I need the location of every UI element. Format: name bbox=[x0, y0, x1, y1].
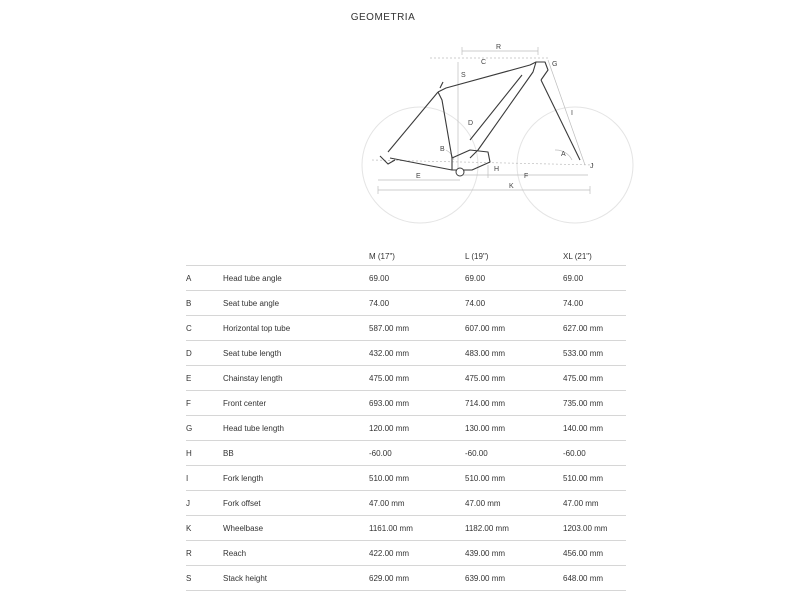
table-row bbox=[186, 466, 626, 491]
value-m: 74.00 bbox=[369, 291, 465, 316]
row-code: R bbox=[186, 541, 223, 566]
value-l: 439.00 mm bbox=[465, 541, 563, 566]
value-m: 587.00 mm bbox=[369, 316, 465, 341]
value-xl: 735.00 mm bbox=[563, 391, 626, 416]
row-name: Horizontal top tube bbox=[223, 316, 369, 341]
label-r: R bbox=[496, 44, 502, 51]
value-m: 510.00 mm bbox=[369, 466, 465, 491]
value-l: 639.00 mm bbox=[465, 566, 563, 591]
column-header bbox=[223, 247, 369, 266]
value-m: 120.00 mm bbox=[369, 416, 465, 441]
value-l: 483.00 mm bbox=[465, 341, 563, 366]
value-l: 607.00 mm bbox=[465, 316, 563, 341]
value-xl: 533.00 mm bbox=[563, 341, 626, 366]
table-row bbox=[186, 566, 626, 591]
row-name: Chainstay length bbox=[223, 366, 369, 391]
row-code: B bbox=[186, 291, 223, 316]
row-code: D bbox=[186, 341, 223, 366]
value-xl: 140.00 mm bbox=[563, 416, 626, 441]
value-l: 74.00 bbox=[465, 291, 563, 316]
label-g: G bbox=[552, 61, 558, 68]
bottom-bracket bbox=[456, 168, 464, 176]
table-row bbox=[186, 366, 626, 391]
table-header-row bbox=[186, 247, 626, 266]
value-l: -60.00 bbox=[465, 441, 563, 466]
row-name: Stack height bbox=[223, 566, 369, 591]
column-header-l: L (19") bbox=[465, 247, 563, 266]
row-name: Seat tube length bbox=[223, 341, 369, 366]
value-xl: 47.00 mm bbox=[563, 491, 626, 516]
dimension-lines bbox=[372, 47, 595, 194]
value-xl: 69.00 bbox=[563, 266, 626, 291]
value-m: 475.00 mm bbox=[369, 366, 465, 391]
table-row bbox=[186, 291, 626, 316]
row-name: Seat tube angle bbox=[223, 291, 369, 316]
row-name: Wheelbase bbox=[223, 516, 369, 541]
value-xl: 1203.00 mm bbox=[563, 516, 626, 541]
value-m: -60.00 bbox=[369, 441, 465, 466]
label-f: F bbox=[524, 173, 529, 180]
value-l: 1182.00 mm bbox=[465, 516, 563, 541]
value-m: 693.00 mm bbox=[369, 391, 465, 416]
value-l: 130.00 mm bbox=[465, 416, 563, 441]
value-l: 47.00 mm bbox=[465, 491, 563, 516]
row-name: Head tube length bbox=[223, 416, 369, 441]
row-code: I bbox=[186, 466, 223, 491]
value-xl: 74.00 bbox=[563, 291, 626, 316]
row-name: Reach bbox=[223, 541, 369, 566]
value-l: 69.00 bbox=[465, 266, 563, 291]
row-code: G bbox=[186, 416, 223, 441]
value-m: 47.00 mm bbox=[369, 491, 465, 516]
value-xl: 648.00 mm bbox=[563, 566, 626, 591]
value-xl: 456.00 mm bbox=[563, 541, 626, 566]
label-j: J bbox=[590, 163, 594, 170]
row-code: S bbox=[186, 566, 223, 591]
label-i: I bbox=[571, 110, 573, 117]
rear-wheel bbox=[362, 107, 478, 223]
label-h: H bbox=[494, 166, 500, 173]
label-c: C bbox=[481, 59, 487, 66]
table-row bbox=[186, 416, 626, 441]
row-name: Fork length bbox=[223, 466, 369, 491]
table-row bbox=[186, 541, 626, 566]
bike-geometry-diagram bbox=[355, 38, 635, 228]
table-row bbox=[186, 341, 626, 366]
value-l: 714.00 mm bbox=[465, 391, 563, 416]
value-l: 475.00 mm bbox=[465, 366, 563, 391]
row-code: A bbox=[186, 266, 223, 291]
value-m: 422.00 mm bbox=[369, 541, 465, 566]
label-s: S bbox=[461, 72, 466, 79]
row-code: K bbox=[186, 516, 223, 541]
value-xl: 475.00 mm bbox=[563, 366, 626, 391]
label-k: K bbox=[509, 183, 514, 190]
row-name: Fork offset bbox=[223, 491, 369, 516]
table-row bbox=[186, 391, 626, 416]
table-row bbox=[186, 516, 626, 541]
label-d: D bbox=[468, 120, 474, 127]
table-row bbox=[186, 441, 626, 466]
label-e: E bbox=[416, 173, 421, 180]
row-code: C bbox=[186, 316, 223, 341]
value-l: 510.00 mm bbox=[465, 466, 563, 491]
label-b: B bbox=[440, 146, 445, 153]
column-header-m: M (17") bbox=[369, 247, 465, 266]
page-title: GEOMETRIA bbox=[350, 12, 416, 23]
table-row bbox=[186, 491, 626, 516]
row-name: Head tube angle bbox=[223, 266, 369, 291]
value-m: 432.00 mm bbox=[369, 341, 465, 366]
value-xl: 627.00 mm bbox=[563, 316, 626, 341]
table-row bbox=[186, 266, 626, 291]
front-wheel bbox=[517, 107, 633, 223]
label-a: A bbox=[561, 151, 566, 158]
row-code: J bbox=[186, 491, 223, 516]
row-name: Front center bbox=[223, 391, 369, 416]
row-code: H bbox=[186, 441, 223, 466]
value-m: 629.00 mm bbox=[369, 566, 465, 591]
geometry-table bbox=[186, 247, 626, 591]
table-row bbox=[186, 316, 626, 341]
column-header bbox=[186, 247, 223, 266]
row-name: BB bbox=[223, 441, 369, 466]
value-m: 1161.00 mm bbox=[369, 516, 465, 541]
value-m: 69.00 bbox=[369, 266, 465, 291]
bike-frame bbox=[380, 62, 580, 170]
row-code: F bbox=[186, 391, 223, 416]
value-xl: 510.00 mm bbox=[563, 466, 626, 491]
row-code: E bbox=[186, 366, 223, 391]
column-header-xl: XL (21") bbox=[563, 247, 626, 266]
value-xl: -60.00 bbox=[563, 441, 626, 466]
